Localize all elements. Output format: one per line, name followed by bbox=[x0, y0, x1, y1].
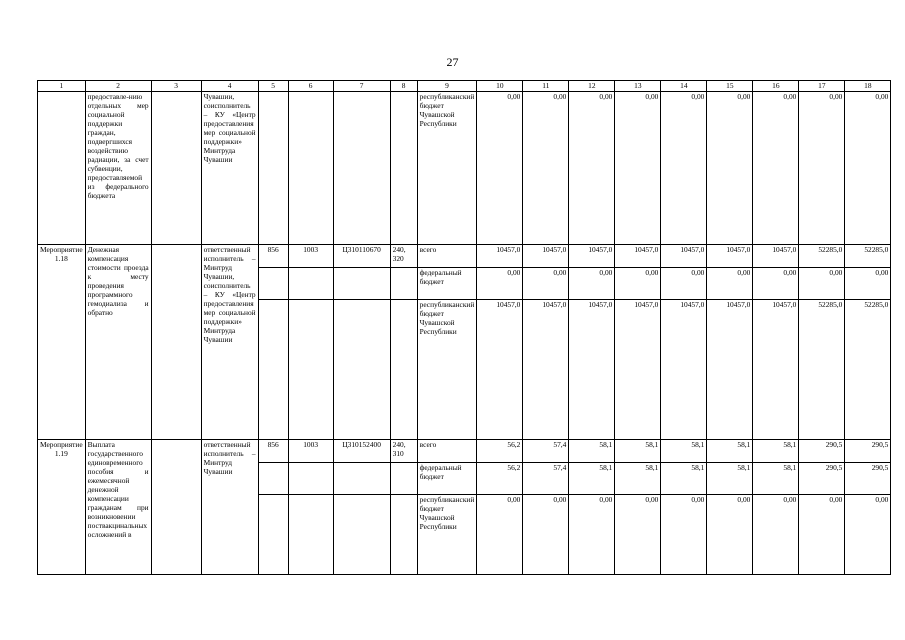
value-cell: 0,00 bbox=[477, 268, 523, 300]
budget-table bbox=[37, 80, 891, 575]
header-row bbox=[38, 81, 891, 92]
value-cell: 0,00 bbox=[569, 268, 615, 300]
measure-name-cell: Денежная компенсация стоимости проезда к месту проведения программного гемодиализа и обратно bbox=[85, 245, 151, 440]
value-cell: 57,4 bbox=[523, 463, 569, 495]
table-row bbox=[38, 92, 891, 245]
empty-cell bbox=[151, 92, 201, 245]
value-cell: 10457,0 bbox=[477, 245, 523, 268]
funding-source-cell: республиканский бюджет Чувашской Республики bbox=[417, 495, 477, 575]
header-cell: 18 bbox=[845, 81, 891, 92]
value-cell: 0,00 bbox=[477, 495, 523, 575]
funding-source-cell: республиканский бюджет Чувашской Республики bbox=[417, 92, 477, 245]
value-cell: 52285,0 bbox=[845, 245, 891, 268]
value-cell: 0,00 bbox=[707, 92, 753, 245]
rzpr-cell bbox=[288, 495, 333, 575]
value-cell: 290,5 bbox=[799, 463, 845, 495]
value-cell: 57,4 bbox=[523, 440, 569, 463]
measure-name-cell: Выплата государственного единовременного пособия и ежемесячной денежной компенсации гражданам при возникновении поствакцинальных осложнений в bbox=[85, 440, 151, 575]
vr-cell bbox=[390, 300, 417, 440]
csr-cell bbox=[333, 495, 390, 575]
value-cell: 10457,0 bbox=[753, 245, 799, 268]
header-cell: 15 bbox=[707, 81, 753, 92]
value-cell: 0,00 bbox=[569, 495, 615, 575]
vr-cell bbox=[390, 268, 417, 300]
value-cell: 0,00 bbox=[799, 495, 845, 575]
value-cell: 0,00 bbox=[707, 268, 753, 300]
header-cell: 14 bbox=[661, 81, 707, 92]
csr-cell: Ц310110670 bbox=[333, 245, 390, 268]
rzpr-cell bbox=[288, 92, 333, 245]
value-cell: 58,1 bbox=[753, 440, 799, 463]
grbs-cell bbox=[258, 268, 288, 300]
value-cell: 58,1 bbox=[707, 463, 753, 495]
value-cell: 0,00 bbox=[753, 495, 799, 575]
value-cell: 56,2 bbox=[477, 463, 523, 495]
value-cell: 10457,0 bbox=[707, 300, 753, 440]
header-cell: 6 bbox=[288, 81, 333, 92]
value-cell: 52285,0 bbox=[799, 245, 845, 268]
header-cell: 5 bbox=[258, 81, 288, 92]
value-cell: 10457,0 bbox=[523, 300, 569, 440]
value-cell: 0,00 bbox=[799, 268, 845, 300]
vr-cell bbox=[390, 463, 417, 495]
empty-cell bbox=[151, 245, 201, 440]
csr-cell bbox=[333, 268, 390, 300]
value-cell: 0,00 bbox=[523, 268, 569, 300]
csr-cell bbox=[333, 463, 390, 495]
value-cell: 58,1 bbox=[753, 463, 799, 495]
executor-cell: ответственный исполнитель – Минтруд Чувашии bbox=[201, 440, 258, 575]
header-cell: 1 bbox=[38, 81, 86, 92]
grbs-cell bbox=[258, 92, 288, 245]
table-row bbox=[38, 440, 891, 463]
vr-cell: 240, 320 bbox=[390, 245, 417, 268]
value-cell: 0,00 bbox=[661, 495, 707, 575]
grbs-cell bbox=[258, 300, 288, 440]
funding-source-cell: республиканский бюджет Чувашской Республики bbox=[417, 300, 477, 440]
header-cell: 4 bbox=[201, 81, 258, 92]
measure-name-cell: предоставле-нию отдельных мер социальной поддержки граждан, подвергшихся воздействию радиации, за счет субвенции, предоставляемой из федерального бюджета bbox=[85, 92, 151, 245]
header-cell: 3 bbox=[151, 81, 201, 92]
value-cell: 10457,0 bbox=[661, 300, 707, 440]
value-cell: 0,00 bbox=[845, 268, 891, 300]
value-cell: 10457,0 bbox=[707, 245, 753, 268]
value-cell: 58,1 bbox=[569, 463, 615, 495]
header-cell: 10 bbox=[477, 81, 523, 92]
page-number: 27 bbox=[446, 55, 459, 69]
value-cell: 58,1 bbox=[707, 440, 753, 463]
grbs-cell bbox=[258, 495, 288, 575]
value-cell: 10457,0 bbox=[753, 300, 799, 440]
csr-cell bbox=[333, 92, 390, 245]
csr-cell: Ц310152400 bbox=[333, 440, 390, 463]
value-cell: 58,1 bbox=[615, 440, 661, 463]
value-cell: 0,00 bbox=[615, 92, 661, 245]
value-cell: 0,00 bbox=[569, 92, 615, 245]
value-cell: 0,00 bbox=[615, 268, 661, 300]
value-cell: 0,00 bbox=[661, 92, 707, 245]
value-cell: 10457,0 bbox=[523, 245, 569, 268]
value-cell: 56,2 bbox=[477, 440, 523, 463]
value-cell: 58,1 bbox=[615, 463, 661, 495]
value-cell: 0,00 bbox=[477, 92, 523, 245]
value-cell: 10457,0 bbox=[615, 245, 661, 268]
header-cell: 2 bbox=[85, 81, 151, 92]
table-row bbox=[38, 245, 891, 268]
header-cell: 7 bbox=[333, 81, 390, 92]
value-cell: 10457,0 bbox=[569, 300, 615, 440]
funding-source-cell: федеральный бюджет bbox=[417, 463, 477, 495]
header-cell: 16 bbox=[753, 81, 799, 92]
grbs-cell bbox=[258, 463, 288, 495]
header-cell: 13 bbox=[615, 81, 661, 92]
value-cell: 10457,0 bbox=[569, 245, 615, 268]
value-cell: 290,5 bbox=[845, 440, 891, 463]
value-cell: 0,00 bbox=[615, 495, 661, 575]
value-cell: 290,5 bbox=[799, 440, 845, 463]
measure-code-cell: Мероприятие 1.19 bbox=[38, 440, 86, 575]
value-cell: 0,00 bbox=[707, 495, 753, 575]
code-cell bbox=[38, 92, 86, 245]
csr-cell bbox=[333, 300, 390, 440]
value-cell: 0,00 bbox=[799, 92, 845, 245]
value-cell: 0,00 bbox=[753, 268, 799, 300]
value-cell: 58,1 bbox=[661, 463, 707, 495]
funding-source-cell: всего bbox=[417, 440, 477, 463]
header-cell: 11 bbox=[523, 81, 569, 92]
header-cell: 12 bbox=[569, 81, 615, 92]
value-cell: 0,00 bbox=[845, 495, 891, 575]
empty-cell bbox=[151, 440, 201, 575]
rzpr-cell bbox=[288, 268, 333, 300]
value-cell: 10457,0 bbox=[661, 245, 707, 268]
measure-code-cell: Мероприятие 1.18 bbox=[38, 245, 86, 440]
value-cell: 58,1 bbox=[569, 440, 615, 463]
value-cell: 10457,0 bbox=[477, 300, 523, 440]
rzpr-cell bbox=[288, 463, 333, 495]
rzpr-cell bbox=[288, 300, 333, 440]
vr-cell bbox=[390, 92, 417, 245]
funding-source-cell: всего bbox=[417, 245, 477, 268]
value-cell: 290,5 bbox=[845, 463, 891, 495]
value-cell: 58,1 bbox=[661, 440, 707, 463]
rzpr-cell: 1003 bbox=[288, 245, 333, 268]
header-cell: 9 bbox=[417, 81, 477, 92]
value-cell: 52285,0 bbox=[799, 300, 845, 440]
executor-cell: ответственный исполнитель – Минтруд Чувашии, соисполнитель – КУ «Центр предоставления мер социальной поддержки» Минтруда Чувашии bbox=[201, 245, 258, 440]
funding-source-cell: федеральный бюджет bbox=[417, 268, 477, 300]
header-cell: 17 bbox=[799, 81, 845, 92]
header-cell: 8 bbox=[390, 81, 417, 92]
grbs-cell: 856 bbox=[258, 440, 288, 463]
rzpr-cell: 1003 bbox=[288, 440, 333, 463]
value-cell: 0,00 bbox=[523, 495, 569, 575]
vr-cell: 240, 310 bbox=[390, 440, 417, 463]
executor-cell: Чувашии, соисполнитель – КУ «Центр предоставления мер социальной поддержки» Минтруда Чувашии bbox=[201, 92, 258, 245]
value-cell: 0,00 bbox=[661, 268, 707, 300]
vr-cell bbox=[390, 495, 417, 575]
value-cell: 0,00 bbox=[523, 92, 569, 245]
grbs-cell: 856 bbox=[258, 245, 288, 268]
value-cell: 0,00 bbox=[753, 92, 799, 245]
value-cell: 0,00 bbox=[845, 92, 891, 245]
value-cell: 10457,0 bbox=[615, 300, 661, 440]
value-cell: 52285,0 bbox=[845, 300, 891, 440]
